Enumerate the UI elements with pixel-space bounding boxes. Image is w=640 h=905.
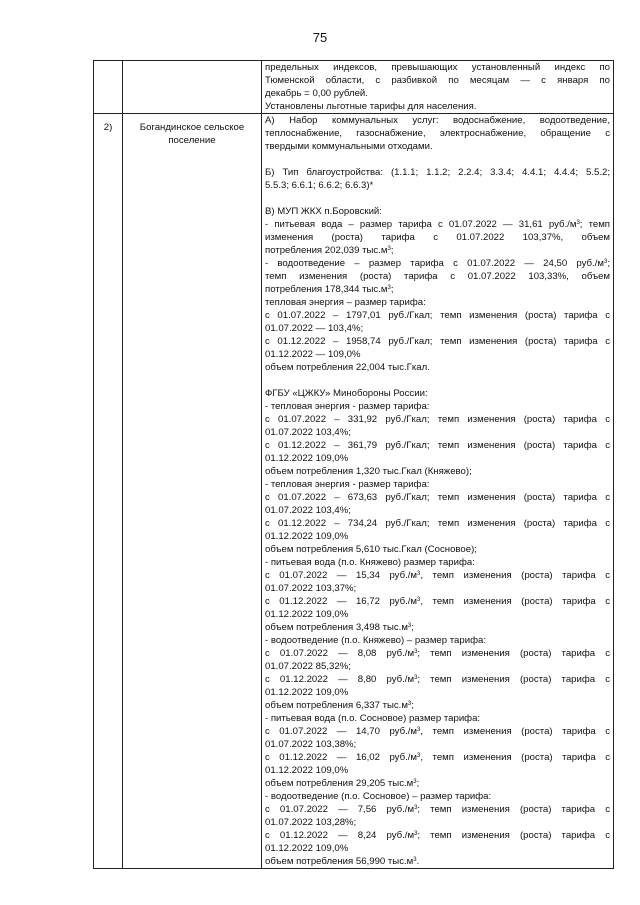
text-line: - водоотведение (п.о. Сосновое) – размер тарифа: <box>265 791 492 802</box>
text-line: объем потребления 29,205 $тыс.м^3$; <box>265 778 420 789</box>
text-line: декабрь = 0,00 рублей. <box>265 88 368 99</box>
tariff-table <box>93 60 614 869</box>
text-line: ФГБУ «ЦЖКУ» Минобороны России: <box>265 388 428 399</box>
text-line: с 01.12.2022 – 361,79 руб./Гкал; темп изменения (роста) тарифа с <box>265 440 610 451</box>
text-line: 01.12.2022 109,0% <box>265 453 349 464</box>
text-line: А) Набор коммунальных услуг: водоснабжение, водоотведение, <box>265 115 610 126</box>
text-line: Б) Тип благоустройства: (1.1.1; 1.1.2; 2.2.4; 3.3.4; 4.4.1; 4.4.4; 5.5.2; <box>265 167 610 178</box>
text-line: 01.12.2022 — 109,0% <box>265 349 361 360</box>
text-line: с 01.07.2022 — 14,70 $руб./м^3$, темп изменения (роста) тарифа с <box>265 726 610 737</box>
table-row <box>94 61 614 114</box>
text-line: с 01.07.2022 — 7,56 $руб./м^3$; темп изменения (роста) тарифа с <box>265 804 611 815</box>
text-line: с 01.07.2022 — 8,08 $руб./м^3$; темп изменения (роста) тарифа с <box>265 648 611 659</box>
row-number-cell <box>94 61 123 114</box>
text-line: - питьевая вода (п.о. Княжево) размер тарифа: <box>265 557 475 568</box>
text-line: 01.12.2022 109,0% <box>265 687 349 698</box>
text-line: объем потребления 22,004 тыс.Гкал. <box>265 362 430 373</box>
text-line: 01.07.2022 103,4%; <box>265 505 351 516</box>
text-line: Тюменской области, с разбивкой по месяцам — с января по <box>265 75 610 86</box>
text-line: 01.12.2022 109,0% <box>265 843 349 854</box>
text-line: объем потребления 56,990 $тыс.м^3$. <box>265 856 420 867</box>
text-line: - питьевая вода – размер тарифа с 01.07.2022 — 31,61 $руб./м^3$; темп <box>265 219 610 230</box>
text-line: - питьевая вода (п.о. Сосновое) размер тарифа: <box>265 713 481 724</box>
text-line: предельных индексов, превышающих установленный индекс по <box>265 62 610 73</box>
table-row <box>94 114 614 869</box>
text-line: 01.12.2022 109,0% <box>265 531 349 542</box>
text-line: 01.07.2022 — 103,4%; <box>265 323 364 334</box>
description-cell <box>262 61 614 114</box>
paragraph-gap <box>265 374 610 387</box>
text-line: 01.12.2022 109,0% <box>265 765 349 776</box>
text-line: объем потребления 5,610 тыс.Гкал (Сосновое); <box>265 544 477 555</box>
text-line: Установлены льготные тарифы для населения. <box>265 101 477 112</box>
text-line: с 01.07.2022 – 673,63 руб./Гкал; темп изменения (роста) тарифа с <box>265 492 610 503</box>
text-line: с 01.12.2022 – 1958,74 руб./Гкал; темп изменения (роста) тарифа с <box>265 336 610 347</box>
description-cell <box>262 114 614 869</box>
text-line: - тепловая энергия - размер тарифа: <box>265 401 430 412</box>
text-line: потребления 178,344 $тыс.м^3$; <box>265 284 394 295</box>
text-line: темп изменения (роста) тарифа с 01.07.2022 103,33%, объем <box>265 271 610 282</box>
settlement-name-cell <box>123 61 262 114</box>
text-line: изменения (роста) тарифа с 01.07.2022 103,37%, объем <box>265 232 610 243</box>
paragraph-gap <box>265 192 610 205</box>
text-line: с 01.07.2022 – 1797,01 руб./Гкал; темп изменения (роста) тарифа с <box>265 310 610 321</box>
text-line: с 01.07.2022 — 15,34 $руб./м^3$, темп изменения (роста) тарифа с <box>265 570 610 581</box>
text-line: с 01.12.2022 — 8,24 $руб./м^3$; темп изменения (роста) тарифа с <box>265 830 611 841</box>
text-line: объем потребления 6,337 $тыс.м^3$; <box>265 700 414 711</box>
text-line: 01.12.2022 109,0% <box>265 609 349 620</box>
text-line: теплоснабжение, газоснабжение, электроснабжение, обращение с <box>265 128 610 139</box>
text-line: - водоотведение (п.о. Княжево) – размер тарифа: <box>265 635 486 646</box>
text-line: с 01.12.2022 — 8,80 $руб./м^3$; темп изменения (роста) тарифа с <box>265 674 611 685</box>
text-line: - тепловая энергия - размер тарифа: <box>265 479 430 490</box>
text-line: твердыми коммунальными отходами. <box>265 141 433 152</box>
text-line: - водоотведение – размер тарифа с 01.07.2022 — 24,50 $руб./м^3$; <box>265 258 610 269</box>
text-line: потребления 202,039 $тыс.м^3$; <box>265 245 394 256</box>
text-line: объем потребления 1,320 тыс.Гкал (Княжево); <box>265 466 472 477</box>
text-line: с 01.12.2022 — 16,72 $руб./м^3$, темп изменения (роста) тарифа с <box>265 596 610 607</box>
text-line: с 01.12.2022 — 16,02 $руб./м^3$, темп изменения (роста) тарифа с <box>265 752 610 763</box>
text-line: объем потребления 3,498 $тыс.м^3$; <box>265 622 414 633</box>
settlement-name-cell: Богандинское сельское поселение <box>123 114 262 869</box>
paragraph-gap <box>265 153 610 166</box>
text-line: с 01.07.2022 – 331,92 руб./Гкал; темп изменения (роста) тарифа с <box>265 414 610 425</box>
page-number: 75 <box>312 30 328 45</box>
text-line: В) МУП ЖКХ п.Боровский: <box>265 206 382 217</box>
text-line: 01.07.2022 103,4%; <box>265 427 351 438</box>
text-line: 01.07.2022 103,38%; <box>265 739 357 750</box>
row-number-cell: 2) <box>94 114 123 869</box>
text-line: тепловая энергия – размер тарифа: <box>265 297 426 308</box>
text-line: 01.07.2022 85,32%; <box>265 661 351 672</box>
text-line: 01.07.2022 103,28%; <box>265 817 357 828</box>
text-line: 5.5.3; 6.6.1; 6.6.2; 6.6.3)* <box>265 180 374 191</box>
text-line: 01.07.2022 103,37%; <box>265 583 357 594</box>
text-line: с 01.12.2022 – 734,24 руб./Гкал; темп изменения (роста) тарифа с <box>265 518 610 529</box>
